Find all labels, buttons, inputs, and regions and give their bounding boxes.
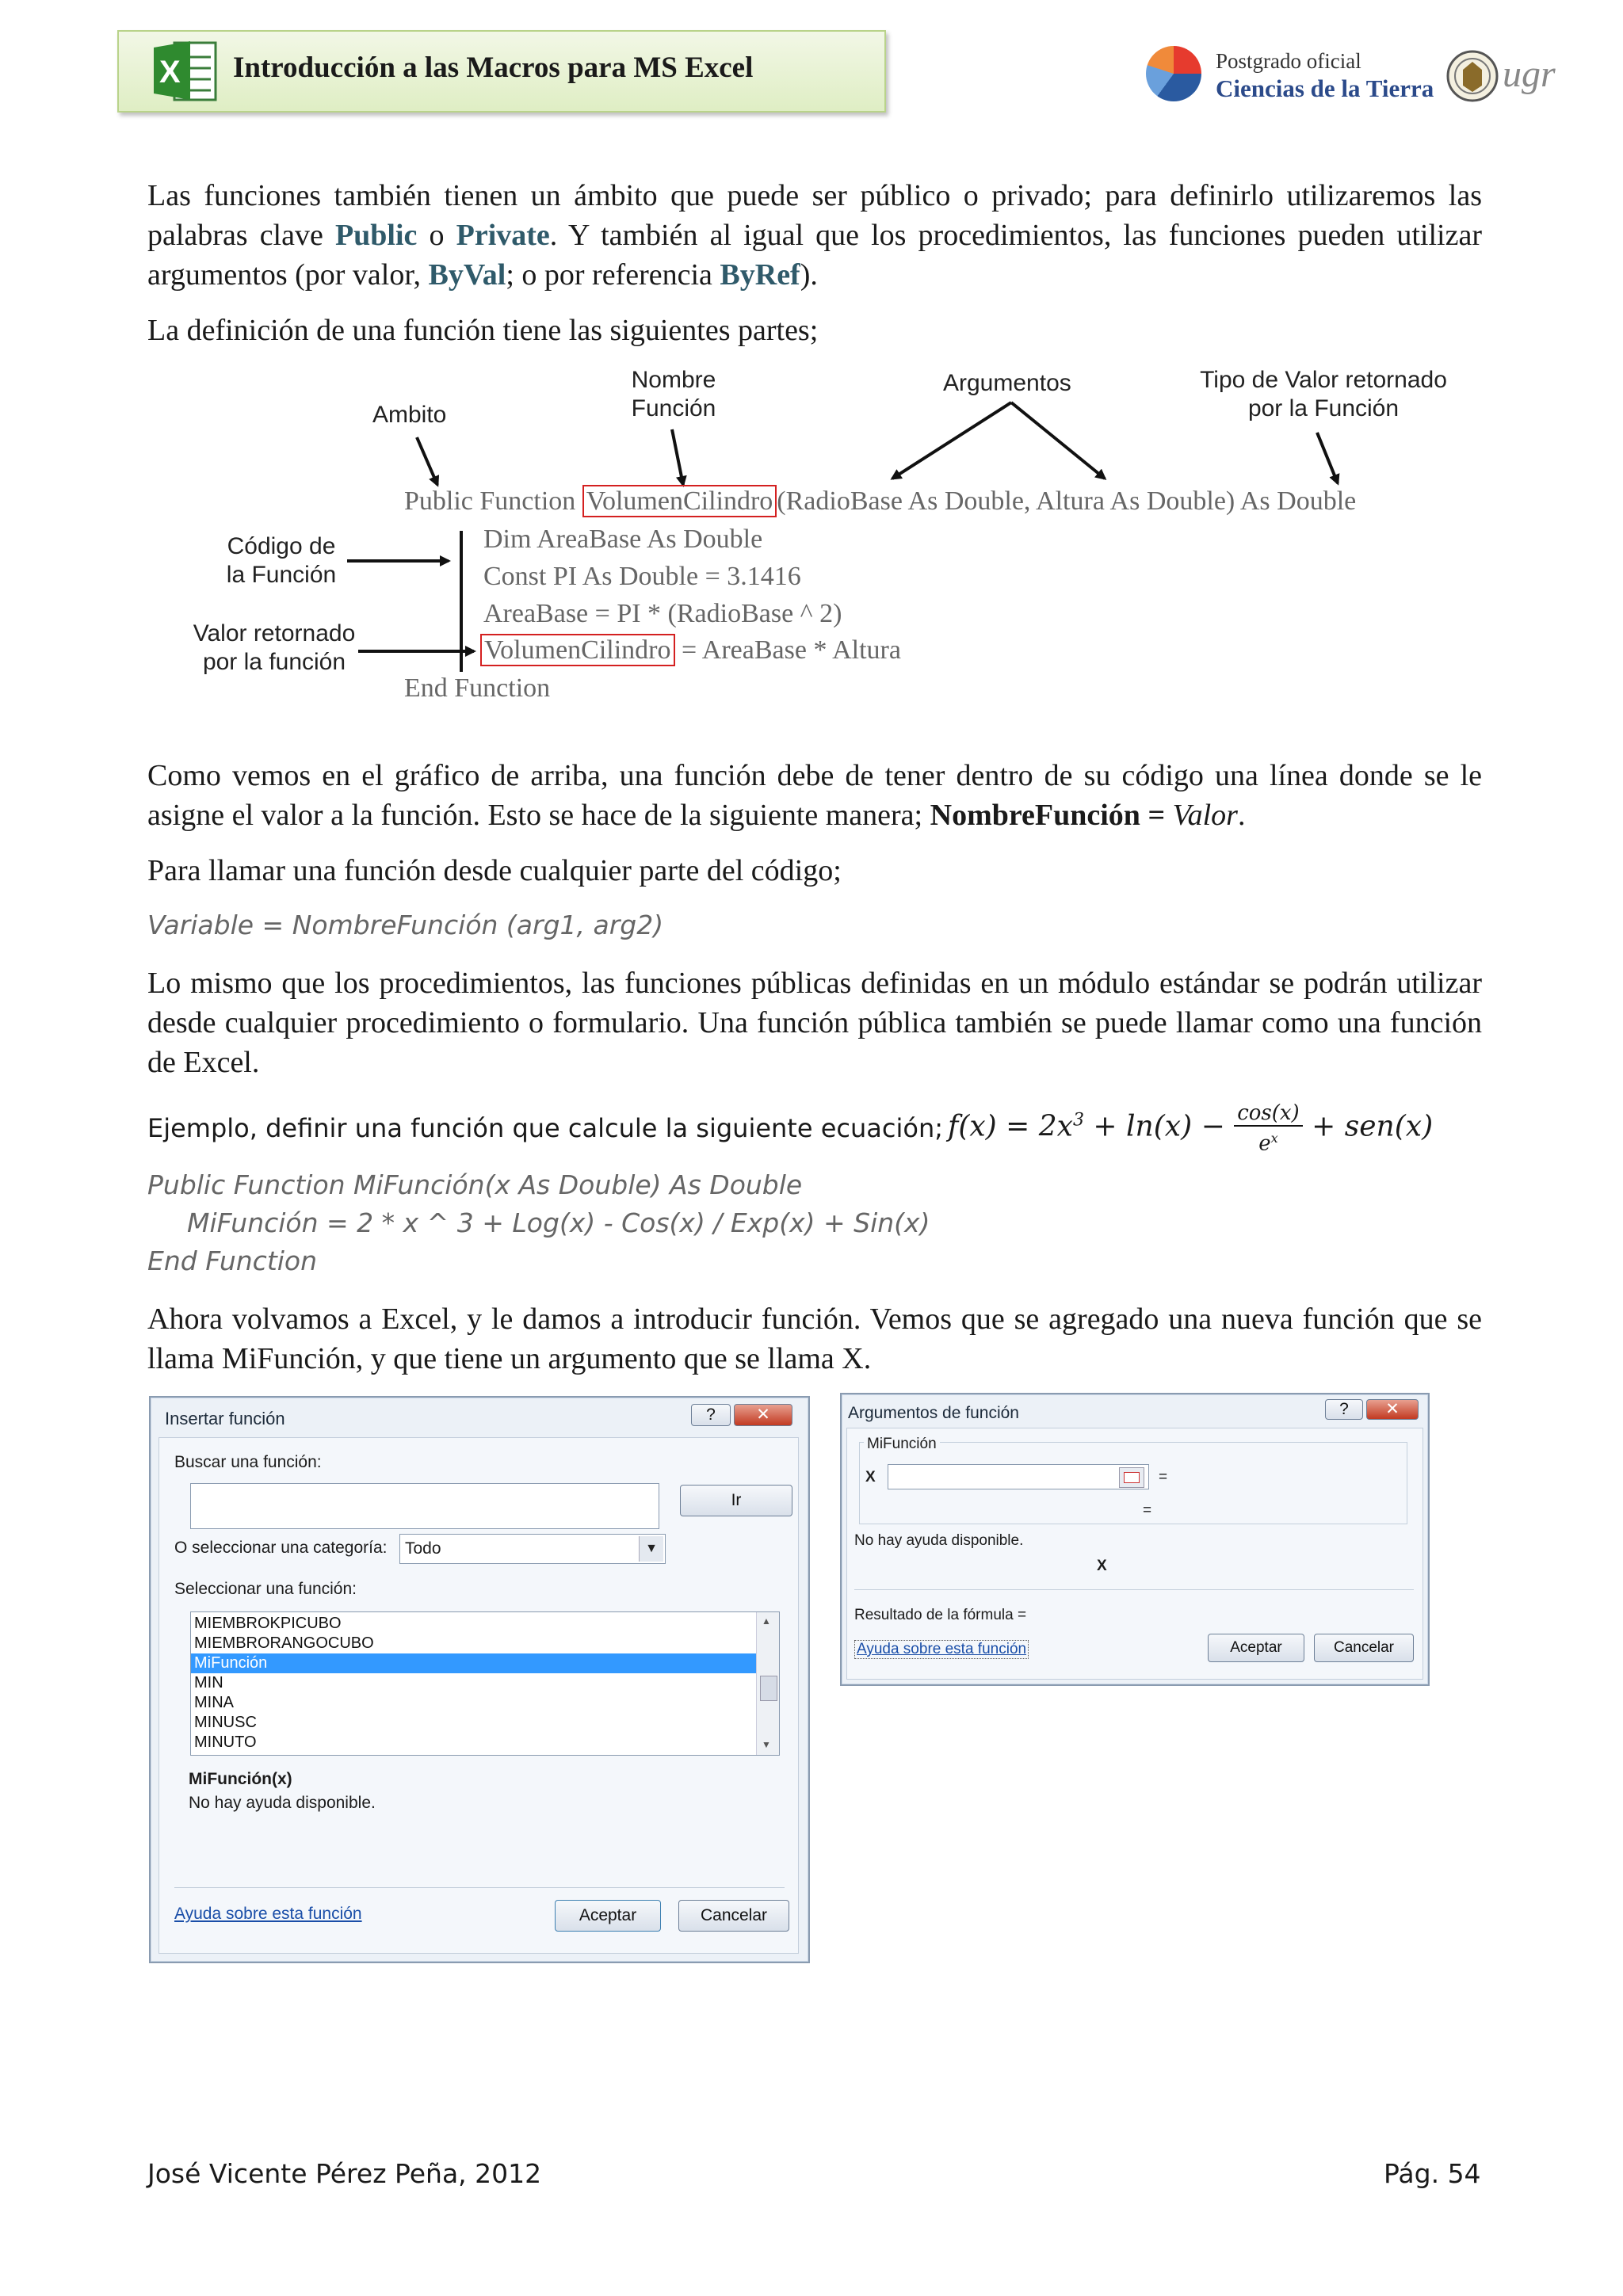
args-dialog-title: Argumentos de función [848, 1404, 1019, 1422]
arg-x-label: X [865, 1469, 876, 1486]
logo-line1: Postgrado oficial [1216, 49, 1361, 73]
function-list[interactable] [190, 1611, 780, 1756]
ugr-logo-text: ugr [1503, 53, 1556, 95]
arg-description-label: X [1097, 1558, 1107, 1574]
function-help-text: No hay ayuda disponible. [189, 1794, 376, 1812]
diagram-line-declaration: Public Function VolumenCilindro (RadioBase As Double, Altura As Double) As Double [404, 486, 1357, 516]
list-item[interactable]: MiFunción [191, 1653, 757, 1673]
kw-byval: ByVal [428, 258, 506, 292]
scroll-down-icon[interactable]: ▼ [762, 1739, 771, 1750]
divider [174, 1887, 785, 1888]
label-argumentos: Argumentos [943, 370, 1071, 396]
formula-result-label: Resultado de la fórmula = [854, 1607, 1027, 1623]
category-label: O seleccionar una categoría: [174, 1539, 388, 1557]
label-ambito: Ambito [372, 402, 447, 428]
diagram-line-end: End Function [404, 673, 551, 703]
insert-help-link[interactable]: Ayuda sobre esta función [174, 1905, 362, 1923]
function-args-dialog [840, 1393, 1430, 1686]
list-item[interactable]: MIN [194, 1674, 223, 1691]
insert-close-button[interactable]: ✕ [734, 1404, 792, 1426]
args-help-button[interactable]: ? [1325, 1399, 1363, 1420]
arg-x-input[interactable] [888, 1464, 1149, 1489]
args-help-link[interactable]: Ayuda sobre esta función [854, 1640, 1029, 1659]
insert-ok-button[interactable]: Aceptar [555, 1900, 661, 1932]
paragraph-llamar-funcion: Para llamar una función desde cualquier parte del código; [147, 854, 842, 887]
collapse-dialog-icon[interactable] [1119, 1467, 1144, 1488]
search-input[interactable] [190, 1483, 659, 1529]
result-equals: = [1143, 1502, 1152, 1519]
code-example-line2: MiFunción = 2 * x ^ 3 + Log(x) - Cos(x) / Exp(x) + Sin(x) [187, 1207, 930, 1238]
label-valor-retornado: Valor retornado por la función [193, 620, 356, 675]
function-signature: MiFunción(x) [189, 1770, 292, 1788]
kw-byref: ByRef [720, 258, 800, 292]
list-scrollbar[interactable] [756, 1612, 779, 1755]
code-call-example: Variable = NombreFunción (arg1, arg2) [147, 910, 664, 940]
paragraph-partes: La definición de una función tiene las siguientes partes; [147, 314, 819, 347]
example-equation-line [147, 1101, 1433, 1156]
label-tipo-valor: Tipo de Valor retornado por la Función [1200, 367, 1447, 421]
category-value: Todo [405, 1539, 441, 1558]
code-example-line1: Public Function MiFunción(x As Double) As Double [147, 1169, 803, 1200]
diagram-line-const: Const PI As Double = 3.1416 [483, 562, 801, 591]
category-select[interactable] [399, 1534, 666, 1564]
label-codigo-funcion: Código de la Función [226, 533, 337, 588]
args-cancel-button[interactable]: Cancelar [1314, 1634, 1414, 1662]
redbox-function-name: VolumenCilindro [582, 485, 777, 517]
kw-private: Private [456, 219, 550, 252]
footer-page-number: Pág. 54 [1384, 2158, 1481, 2189]
go-button[interactable]: Ir [680, 1485, 792, 1516]
args-no-help: No hay ayuda disponible. [854, 1532, 1024, 1549]
args-group-label: MiFunción [864, 1436, 940, 1453]
equation: $f(x) = 2x^3 + \ln(x)$ − $\frac{\cos(x)}{e^x}$ + sen(x) [948, 1101, 1434, 1156]
list-item[interactable]: MIEMBROKPICUBO [194, 1615, 342, 1632]
diagram-line-return: VolumenCilindro = AreaBase * Altura [480, 635, 901, 666]
kw-public: Public [334, 219, 418, 252]
list-item[interactable]: MIEMBRORANGOCUBO [194, 1634, 374, 1652]
diagram-line-areabase: AreaBase = PI * (RadioBase ^ 2) [483, 599, 842, 628]
header-title: Introducción a las Macros para MS Excel [233, 51, 754, 84]
paragraph-volvamos-excel: Ahora volvamos a Excel, y le damos a introducir función. Vemos que se agregado una nueva función que se llama MiFunción, y que tiene un argumento que se llama X. [147, 1302, 1482, 1375]
list-item[interactable]: MINUTO [194, 1733, 257, 1751]
paragraph-funciones-publicas: Lo mismo que los procedimientos, las funciones públicas definidas en un módulo estándar se podrán utilizar desde cualquier procedimiento o formulario. Una función pública también se puede llamar como una función de Excel. [147, 967, 1482, 1079]
select-function-label: Seleccionar una función: [174, 1580, 357, 1598]
list-item[interactable]: MINUSC [194, 1714, 257, 1731]
svg-text:X: X [159, 55, 181, 90]
insert-function-dialog [149, 1396, 810, 1963]
search-label: Buscar una función: [174, 1453, 322, 1471]
paragraph-asignar-valor: Como vemos en el gráfico de arriba, una función debe de tener dentro de su código una línea donde se le asigne el valor a la función. Esto se hace de la siguiente manera; NombreFunción = Valor. [147, 759, 1482, 832]
chevron-down-icon[interactable]: ▼ [639, 1536, 663, 1562]
insert-cancel-button[interactable]: Cancelar [678, 1900, 789, 1932]
insert-help-button[interactable]: ? [691, 1404, 731, 1426]
scroll-up-icon[interactable]: ▲ [762, 1615, 771, 1627]
args-close-button[interactable]: ✕ [1366, 1399, 1419, 1420]
scroll-thumb[interactable] [760, 1676, 777, 1701]
footer-author: José Vicente Pérez Peña, 2012 [147, 2158, 542, 2189]
code-example-line3: End Function [147, 1245, 318, 1276]
args-ok-button[interactable]: Aceptar [1208, 1634, 1304, 1662]
label-nombre-funcion: Nombre Función [631, 367, 716, 421]
paragraph-ambito: Las funciones también tienen un ámbito que puede ser público o privado; para definirlo utilizaremos las palabras clave Public o Private. Y también al igual que los procedimientos, las funciones pueden utilizar argumentos (por valor, ByVal; o por referencia ByRef). [147, 179, 1482, 292]
diagram-line-dim: Dim AreaBase As Double [483, 524, 763, 554]
list-item[interactable]: MINA [194, 1694, 234, 1711]
example-text: Ejemplo, definir una función que calcule la siguiente ecuación; [147, 1113, 943, 1144]
insert-dialog-title: Insertar función [165, 1409, 285, 1428]
arg-x-equals: = [1159, 1469, 1168, 1486]
divider [854, 1589, 1414, 1590]
redbox-return-name: VolumenCilindro [480, 634, 675, 666]
logo-line2: Ciencias de la Tierra [1216, 74, 1434, 102]
